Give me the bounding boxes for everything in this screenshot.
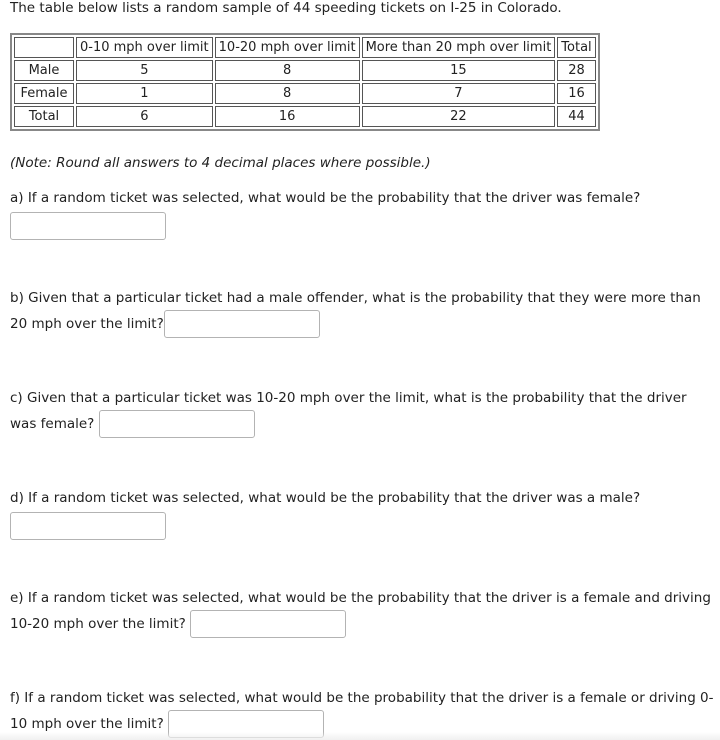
intro-text: The table below lists a random sample of 44 speeding tickets on I-25 in Colorado. bbox=[10, 0, 562, 16]
question-d-text: d) If a random ticket was selected, what would be the probability that the driver was a male? bbox=[10, 490, 641, 506]
answer-e-input[interactable] bbox=[190, 610, 346, 638]
rounding-note: (Note: Round all answers to 4 decimal places where possible.) bbox=[10, 155, 431, 171]
table-cell: 16 bbox=[215, 106, 360, 127]
table-row bbox=[14, 106, 596, 127]
answer-c-input[interactable] bbox=[99, 410, 255, 438]
table-cell: 1 bbox=[76, 83, 213, 104]
table-cell: Male bbox=[14, 60, 74, 81]
table-cell: 28 bbox=[557, 60, 595, 81]
question-e-text: e) If a random ticket was selected, what would be the probability that the driver is a female and driving 10-20 mph over the limit? bbox=[10, 590, 711, 632]
answer-a-input[interactable] bbox=[10, 212, 166, 240]
question-f bbox=[10, 686, 715, 738]
table-cell: 6 bbox=[76, 106, 213, 127]
table-cell: 7 bbox=[362, 83, 556, 104]
answer-b-input[interactable] bbox=[164, 310, 320, 338]
table-row bbox=[14, 83, 596, 104]
table-header-cell: 10-20 mph over limit bbox=[215, 37, 360, 58]
table-cell: 8 bbox=[215, 60, 360, 81]
table-cell: 15 bbox=[362, 60, 556, 81]
table-cell: 5 bbox=[76, 60, 213, 81]
table-header-cell: Total bbox=[557, 37, 595, 58]
question-e bbox=[10, 586, 715, 638]
table-cell: 8 bbox=[215, 83, 360, 104]
table-cell: 44 bbox=[557, 106, 595, 127]
table-header-row bbox=[14, 37, 596, 58]
table-row bbox=[14, 60, 596, 81]
table-cell: Female bbox=[14, 83, 74, 104]
question-b bbox=[10, 286, 715, 338]
table-header-cell: 0-10 mph over limit bbox=[76, 37, 213, 58]
table-cell: 22 bbox=[362, 106, 556, 127]
table-header-cell: More than 20 mph over limit bbox=[362, 37, 556, 58]
table-cell: 16 bbox=[557, 83, 595, 104]
question-f-text: f) If a random ticket was selected, what would be the probability that the driver is a female or driving 0-10 mph over the limit? bbox=[10, 690, 714, 732]
question-a-text: a) If a random ticket was selected, what would be the probability that the driver was female? bbox=[10, 190, 641, 206]
question-d bbox=[10, 486, 715, 540]
table-cell: Total bbox=[14, 106, 74, 127]
question-a bbox=[10, 186, 715, 240]
table-header-cell bbox=[14, 37, 74, 58]
question-b-text: b) Given that a particular ticket had a male offender, what is the probability that they were more than 20 mph over the limit? bbox=[10, 290, 701, 332]
speeding-tickets-table bbox=[10, 33, 600, 131]
question-c bbox=[10, 386, 715, 438]
bottom-shadow bbox=[0, 732, 720, 740]
answer-d-input[interactable] bbox=[10, 512, 166, 540]
question-c-text: c) Given that a particular ticket was 10-20 mph over the limit, what is the probability that the driver was female? bbox=[10, 390, 687, 432]
